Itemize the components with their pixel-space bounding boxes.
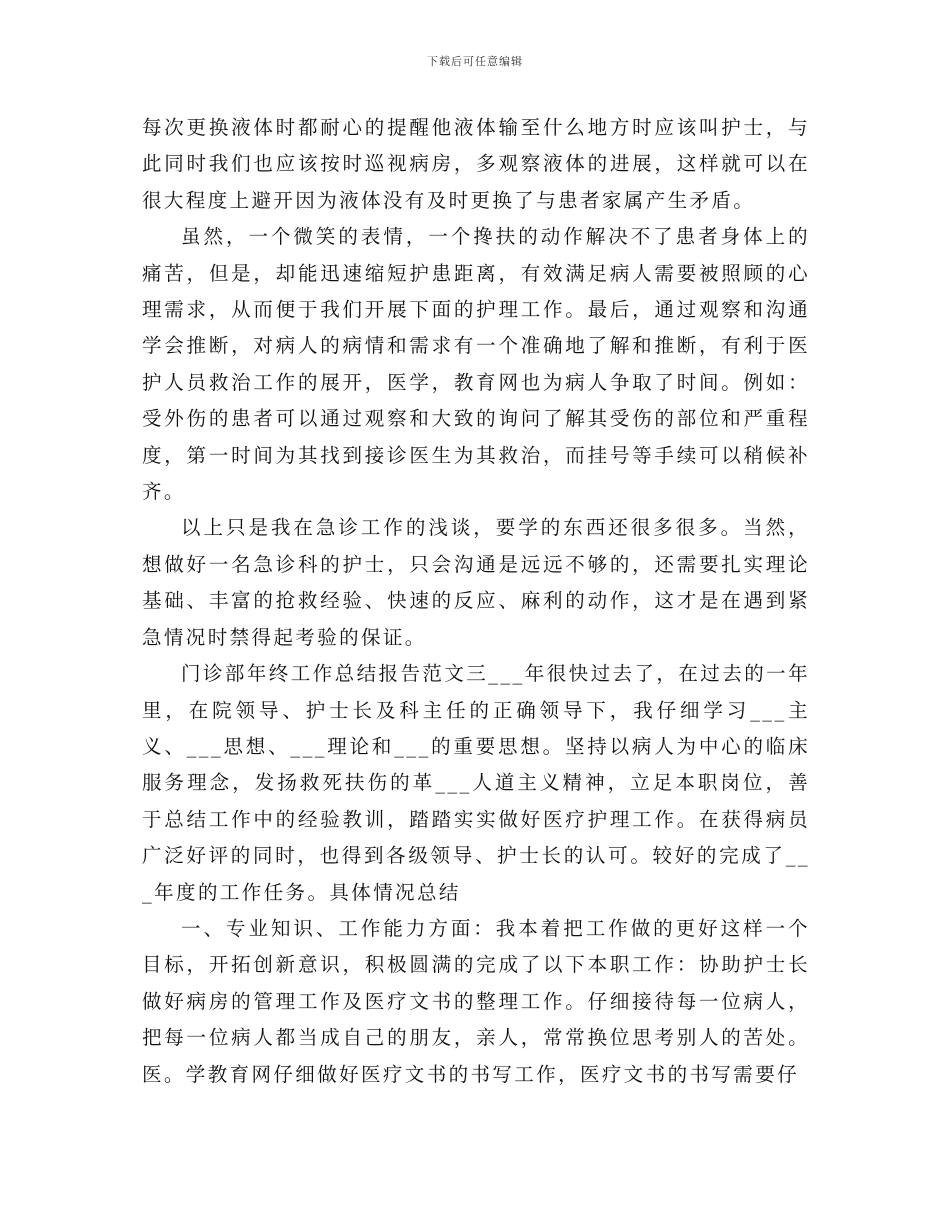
paragraph: 虽然，一个微笑的表情，一个搀扶的动作解决不了患者身体上的痛苦，但是，却能迅速缩短护患距离，有效满足病人需要被照顾的心理需求，从而便于我们开展下面的护理工作。最后，通过观察和沟通学会推断，对病人的病情和需求有一个准确地了解和推断，有利于医护人员救治工作的展开，医学，教育网也为病人争取了时间。例如：受外伤的患者可以通过观察和大致的询问了解其受伤的部位和严重程度，第一时间为其找到接诊医生为其救治，而挂号等手续可以稍候补齐。 <box>142 225 810 504</box>
paragraph: 门诊部年终工作总结报告范文三___年很快过去了，在过去的一年里，在院领导、护士长及科主任的正确领导下，我仔细学习___主义、___思想、___理论和___的重要思想。坚持以病人为中心的临床服务理念，发扬救死扶伤的革___人道主义精神，立足本职岗位，善于总结工作中的经验教训，踏踏实实做好医疗护理工作。在获得病员广泛好评的同时，也得到各级领导、护士长的认可。较好的完成了___年度的工作任务。具体情况总结 <box>142 662 810 904</box>
document-body <box>142 110 810 1093</box>
paragraph: 一、专业知识、工作能力方面：我本着把工作做的更好这样一个目标，开拓创新意识，积极圆满的完成了以下本职工作：协助护士长做好病房的管理工作及医疗文书的整理工作。仔细接待每一位病人，把每一位病人都当成自己的朋友，亲人，常常换位思考别人的苦处。医。学教育网仔细做好医疗文书的书写工作，医疗文书的书写需要仔 <box>142 916 810 1086</box>
paragraph: 每次更换液体时都耐心的提醒他液体输至什么地方时应该叫护士，与此同时我们也应该按时巡视病房，多观察液体的进展，这样就可以在很大程度上避开因为液体没有及时更换了与患者家属产生矛盾。 <box>142 116 810 212</box>
page-header: 下载后可任意编辑 <box>427 55 523 68</box>
paragraph: 以上只是我在急诊工作的浅谈，要学的东西还很多很多。当然，想做好一名急诊科的护士，只会沟通是远远不够的，还需要扎实理论基础、丰富的抢救经验、快速的反应、麻利的动作，这才是在遇到紧急情况时禁得起考验的保证。 <box>142 516 810 649</box>
